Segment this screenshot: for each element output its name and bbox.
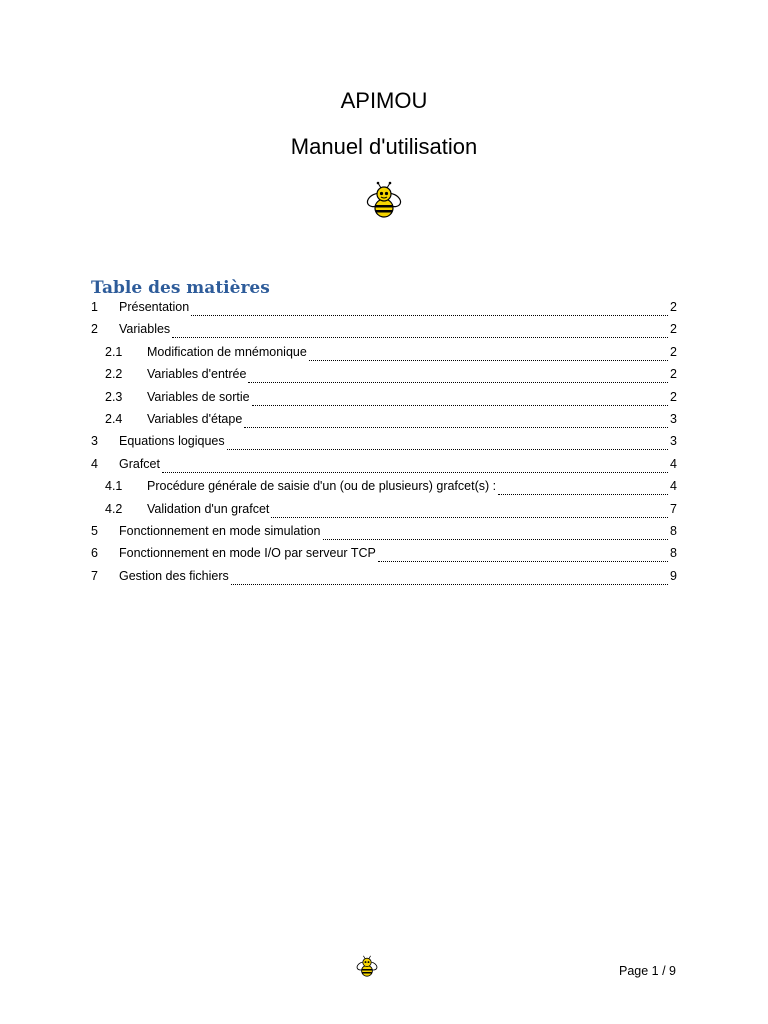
toc-entry-label: Gestion des fichiers bbox=[119, 568, 229, 583]
toc-entry-number: 4 bbox=[91, 456, 98, 471]
toc-entry-number: 5 bbox=[91, 524, 98, 538]
toc-dot-leader bbox=[172, 336, 668, 338]
toc-entry-number: 4.1 bbox=[105, 479, 123, 494]
toc-entry-label: Présentation bbox=[119, 300, 190, 314]
toc-entry[interactable] bbox=[91, 322, 677, 342]
toc-entry-number: 1 bbox=[91, 300, 98, 314]
toc-entry[interactable] bbox=[91, 524, 677, 544]
toc-entry[interactable] bbox=[91, 502, 677, 522]
toc-dot-leader bbox=[271, 516, 668, 518]
toc-heading: Table des matières bbox=[91, 278, 270, 298]
toc-entry[interactable] bbox=[91, 479, 677, 499]
toc-entry[interactable] bbox=[91, 546, 677, 566]
document-subtitle: Manuel d'utilisation bbox=[290, 134, 478, 159]
toc-entry[interactable] bbox=[91, 457, 677, 477]
toc-entry-label: Validation d'un grafcet bbox=[147, 501, 270, 516]
toc-entry-number: 6 bbox=[91, 546, 98, 561]
toc-entry-label: Variables d'entrée bbox=[147, 367, 247, 382]
toc-entry-label: Modification de mnémonique bbox=[147, 344, 307, 359]
toc-entry[interactable] bbox=[91, 434, 677, 454]
toc-entry-label: Variables bbox=[119, 322, 171, 337]
toc-dot-leader bbox=[378, 560, 668, 562]
toc-entry-number: 3 bbox=[91, 434, 98, 449]
toc-entry-label: Variables de sortie bbox=[147, 389, 250, 404]
toc-entry-page: 2 bbox=[670, 389, 677, 404]
toc-entry-page: 9 bbox=[670, 568, 677, 583]
toc-entry[interactable] bbox=[91, 390, 677, 410]
toc-dot-leader bbox=[498, 493, 668, 495]
toc-dot-leader bbox=[162, 471, 668, 473]
toc-entry-number: 2.3 bbox=[105, 389, 123, 404]
toc-entry-number: 7 bbox=[91, 568, 98, 583]
toc-entry[interactable] bbox=[91, 367, 677, 387]
toc-dot-leader bbox=[231, 583, 668, 585]
toc-entry-page: 2 bbox=[670, 367, 677, 382]
toc-entry-page: 4 bbox=[670, 479, 677, 494]
toc-entry-number: 4.2 bbox=[105, 501, 123, 516]
toc-entry[interactable] bbox=[91, 412, 677, 432]
toc-entry-label: Equations logiques bbox=[119, 434, 225, 449]
toc-entry[interactable] bbox=[91, 345, 677, 365]
toc-entry-label: Procédure générale de saisie d'un (ou de plusieurs) grafcet(s) : bbox=[147, 479, 497, 494]
toc-entry-number: 2.1 bbox=[105, 344, 123, 359]
toc-entry[interactable] bbox=[91, 300, 677, 320]
toc-entry-page: 8 bbox=[670, 524, 677, 538]
toc-entry-page: 2 bbox=[670, 344, 677, 359]
toc-entry-page: 2 bbox=[670, 322, 677, 337]
toc-entry-label: Variables d'étape bbox=[147, 412, 243, 426]
toc-entry-page: 8 bbox=[670, 546, 677, 561]
toc-dot-leader bbox=[323, 538, 669, 540]
page-number: Page 1 / 9 bbox=[619, 964, 676, 978]
toc-entry-label: Fonctionnement en mode I/O par serveur TCP bbox=[119, 546, 376, 561]
toc-entry[interactable] bbox=[91, 569, 677, 589]
toc-entry-label: Fonctionnement en mode simulation bbox=[119, 524, 321, 538]
toc-dot-leader bbox=[248, 381, 668, 383]
toc-entry-page: 7 bbox=[670, 501, 677, 516]
toc-dot-leader bbox=[227, 448, 668, 450]
toc-dot-leader bbox=[309, 359, 668, 361]
toc-entry-number: 2 bbox=[91, 322, 98, 337]
toc-entry-number: 2.2 bbox=[105, 367, 123, 382]
footer-bee-icon bbox=[354, 954, 380, 978]
toc-entry-number: 2.4 bbox=[105, 412, 123, 426]
document-title: APIMOU bbox=[340, 88, 428, 113]
toc-entry-page: 3 bbox=[670, 434, 677, 449]
toc-entry-page: 3 bbox=[670, 412, 677, 426]
bee-logo-icon bbox=[363, 180, 405, 220]
toc-dot-leader bbox=[252, 404, 668, 406]
toc-entry-page: 4 bbox=[670, 456, 677, 471]
toc-entry-page: 2 bbox=[670, 300, 677, 314]
toc-entry-label: Grafcet bbox=[119, 456, 160, 471]
toc-dot-leader bbox=[244, 426, 668, 428]
toc-dot-leader bbox=[191, 314, 668, 316]
